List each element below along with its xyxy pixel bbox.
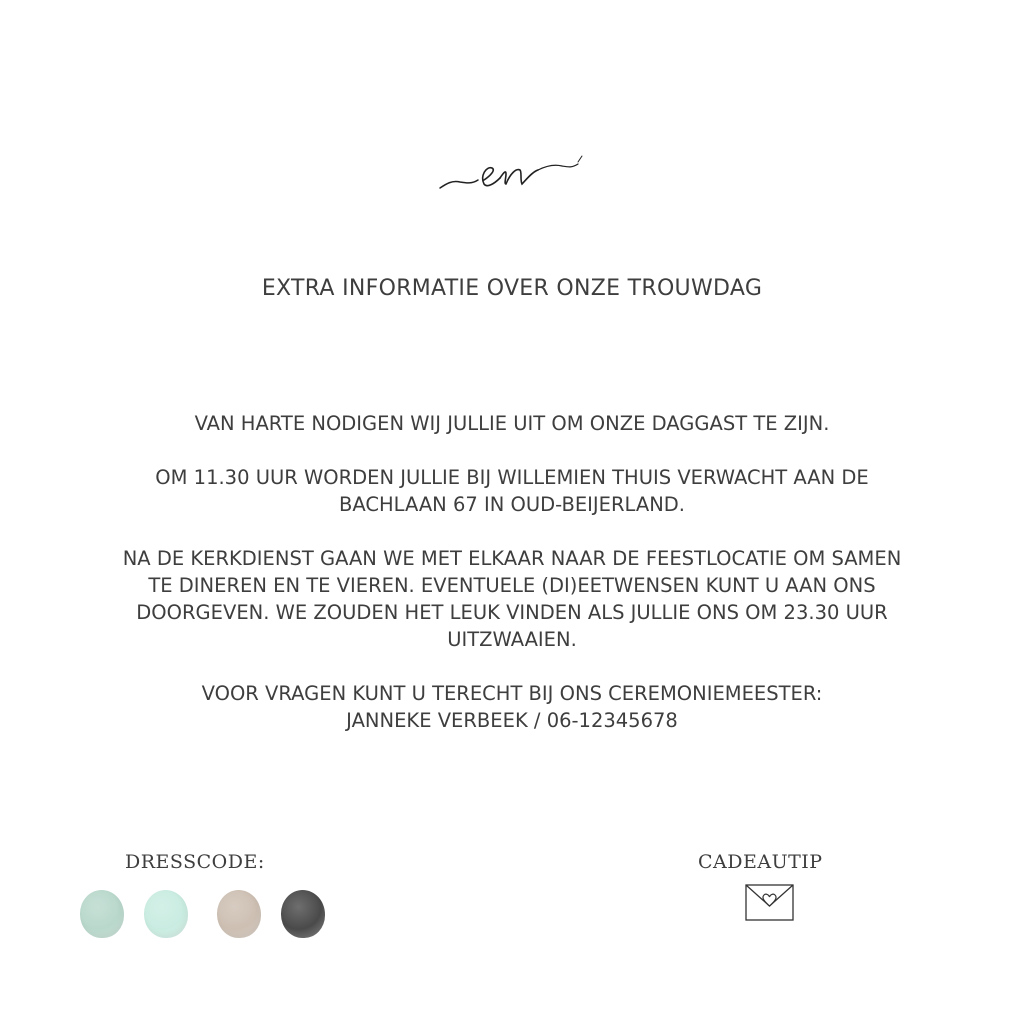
gift-heading: CADEAUTIP [698, 851, 823, 873]
page-title: EXTRA INFORMATIE OVER ONZE TROUWDAG [261, 276, 763, 301]
dresscode-swatch-aqua [144, 890, 188, 938]
dresscode-swatch-charcoal [281, 890, 325, 938]
monogram-en-icon [432, 150, 592, 200]
dresscode-heading: DRESSCODE: [125, 851, 265, 873]
dresscode-swatch-taupe [217, 890, 261, 938]
arrival-paragraph: OM 11.30 UUR WORDEN JULLIE BIJ WILLEMIEN THUIS VERWACHT AAN DE BACHLAAN 67 IN OUD-BEIJERLAND. [155, 466, 869, 516]
envelope-heart-icon [745, 884, 794, 921]
info-text [70, 410, 954, 761]
invitation-paragraph: VAN HARTE NODIGEN WIJ JULLIE UIT OM ONZE DAGGAST TE ZIJN. [194, 412, 830, 435]
contact-paragraph: VOOR VRAGEN KUNT U TERECHT BIJ ONS CEREMONIEMEESTER: JANNEKE VERBEEK / 06-12345678 [201, 682, 823, 732]
dresscode-swatch-mint [80, 890, 124, 938]
program-paragraph: NA DE KERKDIENST GAAN WE MET ELKAAR NAAR DE FEESTLOCATIE OM SAMEN TE DINEREN EN TE VIEREN. EVENTUELE (DI)EETWENSEN KUNT U AAN ONS DOORGEVEN. WE ZOUDEN HET LEUK VINDEN ALS JULLIE ONS OM 23.30 UUR UITZWAAIEN. [122, 547, 902, 651]
